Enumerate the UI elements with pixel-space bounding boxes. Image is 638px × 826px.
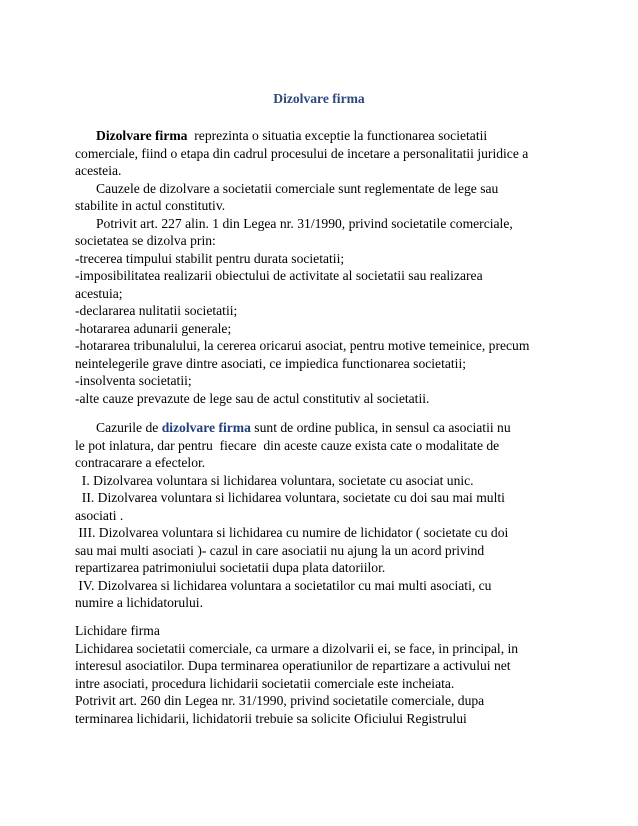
- cause-item: -hotararea tribunalului, la cererea oricarui asociat, pentru motive temeinice, precum: [75, 338, 530, 353]
- intro-paragraph: [75, 127, 575, 407]
- type-item: I. Dizolvarea voluntara si lichidarea voluntara, societate cu asociat unic.: [75, 472, 474, 488]
- type-item: repartizarea patrimoniului societatii dupa plata datoriilor.: [75, 560, 386, 575]
- liquidation-line: intre asociati, procedura lichidarii societatii comerciale este incheiata.: [75, 675, 455, 691]
- cause-item: -alte cauze prevazute de lege sau de actul constitutiv al societatii.: [75, 390, 430, 406]
- cases-paragraph: [75, 419, 575, 612]
- cause-item: -hotararea adunarii generale;: [75, 320, 232, 336]
- liquidation-line: interesul asociatilor. Dupa terminarea operatiunilor de repartizare a activului net: [75, 658, 511, 673]
- type-item: II. Dizolvarea voluntara si lichidarea voluntara, societate cu doi sau mai multi: [75, 490, 505, 505]
- liquidation-section: [75, 622, 575, 727]
- intro-lead: Dizolvare firma: [96, 128, 188, 143]
- intro-line1: reprezinta o situatia exceptie la functionarea societatii: [187, 128, 488, 143]
- intro-line3: acesteia.: [75, 163, 122, 178]
- intro-line2: comerciale, fiind o etapa din cadrul procesului de incetare a personalitatii juridice a: [75, 145, 529, 161]
- liquidation-line: Potrivit art. 260 din Legea nr. 31/1990, privind societatile comerciale, dupa: [75, 693, 485, 708]
- liquidation-line: Lichidarea societatii comerciale, ca urmare a dizolvarii ei, se face, in principal, in: [75, 640, 519, 656]
- page-title: Dizolvare firma: [273, 91, 365, 106]
- cases-line1-pre: Cazurile de: [96, 420, 162, 435]
- cause-item: acestuia;: [75, 285, 123, 301]
- cause-item: neintelegerile grave dintre asociati, ce impiedica functionarea societatii;: [75, 355, 467, 371]
- dizolvare-firma-link[interactable]: dizolvare firma: [161, 420, 251, 435]
- type-item: asociati .: [75, 507, 124, 523]
- causes-intro-line2: stabilite in actul constitutiv.: [75, 198, 226, 213]
- type-item: IV. Dizolvarea si lichidarea voluntara a societatilor cu mai multi asociati, cu: [75, 577, 492, 593]
- type-item: III. Dizolvarea voluntara si lichidarea cu numire de lichidator ( societate cu doi: [75, 525, 509, 540]
- cases-line3: contracarare a efectelor.: [75, 455, 206, 470]
- type-item: numire a lichidatorului.: [75, 595, 203, 610]
- causes-intro-line1: Cauzele de dizolvare a societatii comerciale sunt reglementate de lege sau: [96, 180, 499, 196]
- liquidation-heading: Lichidare firma: [75, 623, 160, 638]
- cases-line2: le pot inlatura, dar pentru fiecare din aceste cauze exista cate o modalitate de: [75, 437, 500, 453]
- cause-item: -imposibilitatea realizarii obiectului de activitate al societatii sau realizarea: [75, 268, 483, 283]
- cause-item: -declararea nulitatii societatii;: [75, 303, 238, 318]
- article-line1: Potrivit art. 227 alin. 1 din Legea nr. 31/1990, privind societatile comerciale,: [96, 215, 513, 231]
- cause-item: -trecerea timpului stabilit pentru durata societatii;: [75, 250, 345, 266]
- cause-item: -insolventa societatii;: [75, 373, 192, 388]
- liquidation-line: terminarea lichidarii, lichidatorii trebuie sa solicite Oficiului Registrului: [75, 710, 467, 726]
- article-line2: societatea se dizolva prin:: [75, 233, 216, 248]
- type-item: sau mai multi asociati )- cazul in care asociatii nu ajung la un acord privind: [75, 542, 485, 558]
- cases-line1-post: sunt de ordine publica, in sensul ca asociatii nu: [250, 420, 511, 435]
